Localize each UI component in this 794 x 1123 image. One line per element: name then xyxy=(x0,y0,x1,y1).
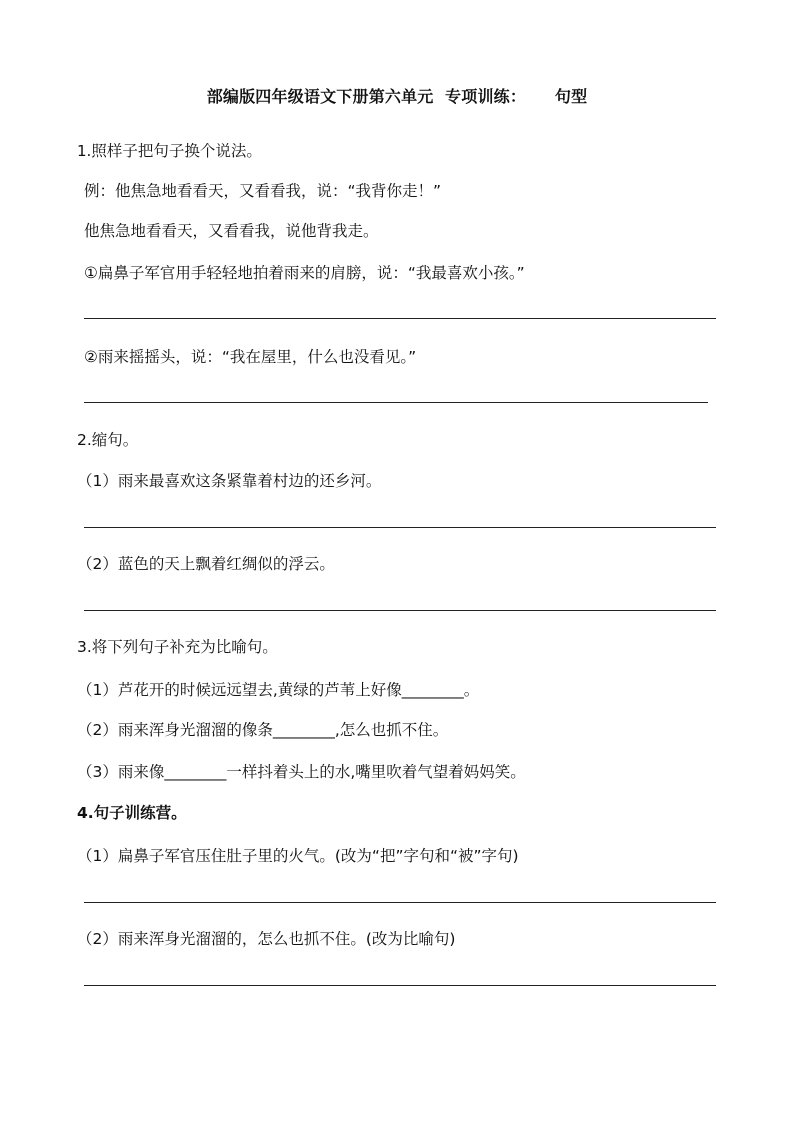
question-1-item-2: ②雨来摇摇头，说：“我在屋里，什么也没看见。” xyxy=(84,348,417,366)
question-3-item-2: （2）雨来浑身光溜溜的像条________,怎么也抓不住。 xyxy=(77,721,449,739)
question-2-heading: 2.缩句。 xyxy=(77,431,139,449)
question-4-item-1: （1）扁鼻子军官压住肚子里的火气。(改为“把”字句和“被”字句) xyxy=(77,847,519,865)
answer-line-2-1[interactable] xyxy=(84,527,716,528)
page-title: 部编版四年级语文下册第六单元 专项训练： 句型 xyxy=(206,87,588,106)
question-1-number: 1. xyxy=(77,142,92,160)
question-4-item-2: （2）雨来浑身光溜溜的，怎么也抓不住。(改为比喻句) xyxy=(77,930,456,948)
answer-line-1-2[interactable] xyxy=(84,402,708,403)
answer-line-2-2[interactable] xyxy=(84,610,716,611)
question-2-item-1: （1）雨来最喜欢这条紧靠着村边的还乡河。 xyxy=(77,472,382,490)
question-1-example-answer: 他焦急地看看天，又看看我，说他背我走。 xyxy=(84,222,379,240)
answer-line-4-1[interactable] xyxy=(84,902,716,903)
question-2-item-2: （2）蓝色的天上飘着红绸似的浮云。 xyxy=(77,555,335,573)
question-1-heading-text: 照样子把句子换个说法。 xyxy=(91,142,262,160)
answer-line-4-2[interactable] xyxy=(84,985,716,986)
question-3-item-1: （1）芦花开的时候远远望去,黄绿的芦苇上好像________。 xyxy=(77,681,480,699)
question-1-example: 例：他焦急地看看天，又看看我，说：“我背你走！” xyxy=(84,182,442,200)
question-4-heading: 4.句子训练营。 xyxy=(77,804,187,822)
question-3-heading: 3.将下列句子补充为比喻句。 xyxy=(77,638,278,656)
answer-line-1-1[interactable] xyxy=(84,318,716,319)
question-3-item-3: （3）雨来像________一样抖着头上的水,嘴里吹着气望着妈妈笑。 xyxy=(77,763,526,781)
question-1-heading xyxy=(77,140,262,162)
question-1-item-1: ①扁鼻子军官用手轻轻地拍着雨来的肩膀，说：“我最喜欢小孩。” xyxy=(84,264,525,282)
